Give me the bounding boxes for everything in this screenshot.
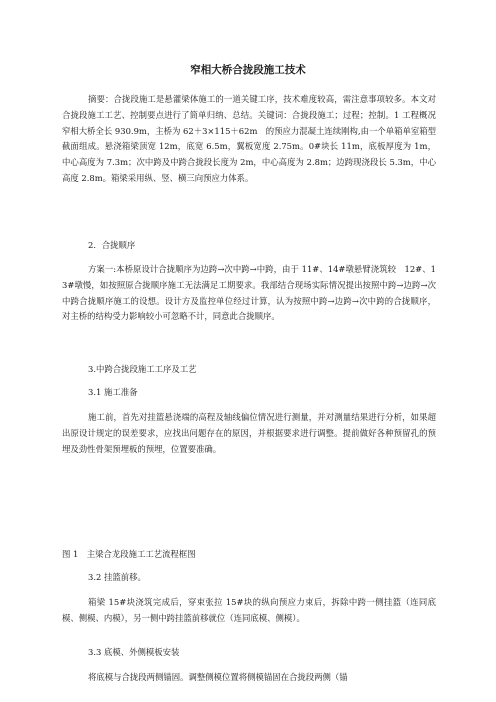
section-3-2-paragraph: 箱梁 15#块浇筑完成后，穿束张拉 15#块的纵向预应力束后，拆除中跨一侧挂篮（连同底模、侧模、内模），另一侧中跨挂篮前移就位（连同底模、侧模）。	[62, 597, 436, 623]
abstract-paragraph: 摘要：合拢段施工是悬灌梁体施工的一道关键工序，技术难度较高，需注意事项较多。本文对合拢段施工工艺、控制要点进行了简单归纳、总结。关键词：合拢段施工；过程；控制。1 工程概况 窄相大桥全长 930.9m，主桥为 62＋3×115＋62m 的预应力混凝土连续刚构,由一个单箱单室箱型截面组成。悬浇箱梁顶宽 12m，底宽 6.5m，翼板宽度 2.75m。0#块长 11m，底板厚度为 1m，中心高度为 7.3m；次中跨及中跨合拢段长度为 2m，中心高度为 2.8m；边跨现浇段长 5.3m，中心高度 2.8m。箱梁采用纵、竖、横三向预应力体系。	[62, 94, 445, 183]
section-3-2-heading: 3.2 挂篮前移。	[88, 572, 146, 582]
section-3-2-body	[62, 595, 436, 627]
section-3-3	[62, 645, 436, 661]
abstract-block	[62, 92, 445, 187]
section-3-heading: 3.中跨合拢段施工工序及工艺	[88, 364, 197, 374]
section-3-1-heading: 3.1 施工准备	[88, 387, 138, 397]
section-3-1-body	[62, 410, 436, 457]
section-3-3-paragraph: 将底模与合拢段两侧锚固。调整侧模位置将侧模锚固在合拢段两侧（锚	[88, 672, 348, 682]
section-3-1-paragraph: 施工前，首先对挂篮悬浇端的高程及轴线偏位情况进行测量，并对测量结果进行分析，如果超出原设计规定的误差要求，应找出问题存在的原因，并根据要求进行调整。提前做好各种预留孔的预埋及劲性骨架预埋板的预埋，位置要准确。	[62, 412, 436, 454]
figure-1-caption: 图 1 主梁合龙段施工工艺流程框图	[62, 549, 196, 559]
section-3-2	[62, 570, 436, 586]
section-3	[62, 362, 436, 378]
section-3-3-heading: 3.3 底模、外侧模板安装	[88, 647, 180, 657]
section-3-1	[62, 385, 436, 401]
section-2	[62, 238, 436, 254]
section-2-heading: 2．合拢顺序	[88, 240, 136, 250]
section-2-body	[62, 262, 436, 325]
section-2-paragraph: 方案一:本桥原设计合拢顺序为边跨→次中跨→中跨，由于 11#、14#墩悬臂浇筑较 12#、13#墩慢，如按照原合拢顺序施工无法满足工期要求。我部结合现场实际情况提出按照中跨→边跨→次中跨合拢顺序施工的设想。设计方及监控单位经过计算，认为按照中跨→边跨→次中跨的合拢顺序，对主桥的结构受力影响较小可忽略不计，同意此合拢顺序。	[62, 264, 436, 322]
figure-1-caption-block	[62, 547, 436, 563]
document-title: 窄相大桥合拢段施工技术	[190, 64, 306, 76]
section-3-3-body	[62, 670, 436, 686]
